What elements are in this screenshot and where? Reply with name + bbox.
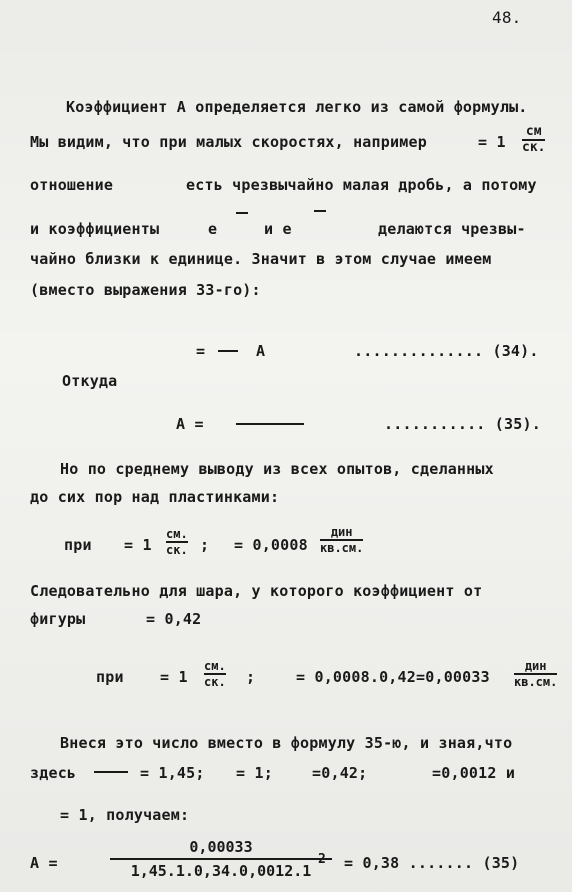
text-line-3b: есть чрезвычайно малая дробь, а потому — [186, 176, 537, 194]
exponent-bar-1 — [236, 212, 248, 214]
sphere-sep: ; — [246, 668, 256, 686]
unit-kv-sm: кв.см. — [320, 541, 364, 555]
text-line-1: Коэффициент А определяется легко из самой формулы. — [66, 98, 528, 116]
eq34-A: А — [256, 342, 266, 360]
unit-cm: см. — [166, 527, 188, 541]
final-exponent: 2 — [318, 852, 327, 867]
final-result: = 0,38 ....... (35) — [344, 854, 520, 872]
text-line-13a: фигуры — [30, 610, 86, 628]
unit-din: дин — [330, 525, 353, 539]
sphere-pri: при — [96, 668, 124, 686]
text-line-4b: е — [208, 220, 218, 238]
plates-unit-pressure — [320, 526, 363, 554]
eq34-equals: = — [196, 342, 206, 360]
text-otkuda: Откуда — [62, 372, 118, 390]
text-line-16c: = 1; — [236, 764, 273, 782]
text-line-10: до сих пор над пластинками: — [30, 488, 280, 506]
text-line-3a: отношение — [30, 176, 114, 194]
unit-din: дин — [524, 659, 547, 673]
unit-sk: ск. — [166, 543, 188, 557]
exponent-bar-2 — [314, 210, 326, 212]
text-line-9: Но по среднему выводу из всех опытов, сделанных — [60, 460, 494, 478]
final-A: А = — [30, 854, 58, 872]
final-numerator: 0,00033 — [189, 838, 253, 856]
unit-cm: см. — [204, 659, 226, 673]
unit-sk: ск. — [204, 675, 226, 689]
text-line-16b: = 1,45; — [140, 764, 205, 782]
text-line-4c: и е — [264, 220, 292, 238]
text-line-6: (вместо выражения 33-го): — [30, 281, 261, 299]
line-16-fraction-bar — [94, 771, 128, 773]
unit-cm: см — [525, 124, 542, 139]
sphere-unit-velocity — [204, 660, 226, 688]
text-line-4d: делаются чрезвы- — [378, 220, 526, 238]
page-number: 48. — [492, 8, 522, 27]
sphere-unit-pressure — [514, 660, 557, 688]
final-fraction — [110, 838, 332, 880]
unit-cm-per-s — [522, 126, 545, 154]
text-line-5: чайно близки к единице. Значит в этом случае имеем — [30, 250, 492, 268]
plates-pri: при — [64, 536, 92, 554]
plates-coef: = 0,0008 — [234, 536, 308, 554]
text-line-16a: здесь — [30, 764, 77, 782]
text-line-15: Внеся это число вместо в формулу 35-ю, и зная,что — [60, 734, 513, 752]
unit-kv-sm: кв.см. — [514, 675, 558, 689]
text-line-16e: =0,0012 и — [432, 764, 516, 782]
eq35-number: ........... (35). — [384, 415, 541, 433]
unit-sk: ск. — [522, 140, 546, 155]
eq35-fraction-bar — [236, 423, 304, 425]
final-fraction-bar — [110, 858, 332, 860]
sphere-velocity: = 1 — [160, 668, 188, 686]
eq34-number: .............. (34). — [354, 342, 539, 360]
text-line-17: = 1, получаем: — [60, 806, 190, 824]
plates-velocity: = 1 — [124, 536, 152, 554]
sphere-coef: = 0,0008.0,42=0,00033 — [296, 668, 490, 686]
velocity-value: = 1 — [478, 133, 506, 151]
plates-unit-velocity — [166, 528, 188, 556]
plates-sep: ; — [200, 536, 210, 554]
text-line-16d: =0,42; — [312, 764, 368, 782]
eq35-A: А = — [176, 415, 204, 433]
eq34-fraction-bar — [218, 350, 238, 352]
text-line-4a: и коэффициенты — [30, 220, 160, 238]
text-line-13b: = 0,42 — [146, 610, 202, 628]
final-denominator: 1,45.1.0,34.0,0012.1 — [130, 862, 312, 880]
text-line-2: Мы видим, что при малых скоростях, например — [30, 133, 427, 151]
text-line-12: Следовательно для шара, у которого коэффициент от — [30, 582, 483, 600]
